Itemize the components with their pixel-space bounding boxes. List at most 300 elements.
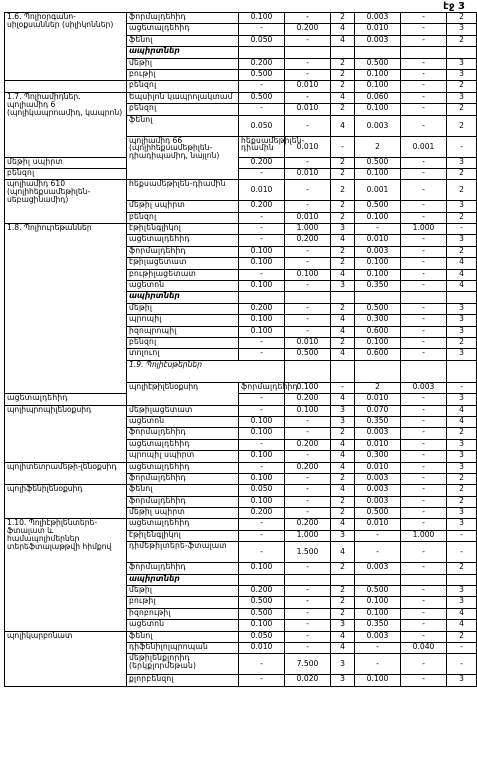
col-class-2: 3	[447, 157, 477, 168]
col-hazard-class: 3	[331, 416, 355, 427]
substance-cell: ֆենոլ	[127, 115, 239, 136]
col-value-3: 0.010	[355, 462, 401, 473]
col-value-4: -	[401, 326, 447, 337]
substance-cell: մեթիլ	[127, 303, 239, 314]
col-value-1: -	[239, 24, 285, 35]
col-hazard-class: 2	[355, 382, 401, 393]
col-hazard-class: 2	[331, 303, 355, 314]
col-value-2: -	[285, 69, 331, 80]
col-value-2: -	[285, 281, 331, 292]
material-group-cell: պոլիկարբոնատ	[5, 631, 127, 686]
col-value-1: 0.200	[239, 303, 285, 314]
table-row	[5, 519, 477, 530]
col-class-2: 3	[447, 303, 477, 314]
col-value-1: 0.200	[239, 201, 285, 212]
col-value-1: 0.200	[239, 58, 285, 69]
col-value-4: 1.000	[401, 224, 447, 235]
col-value-3: 0.003	[355, 631, 401, 642]
col-value-1: 0.100	[239, 258, 285, 269]
col-value-4: -	[401, 620, 447, 631]
col-value-2: -	[331, 382, 355, 393]
col-value-3: 0.070	[355, 405, 401, 416]
col-value-2: -	[285, 620, 331, 631]
col-hazard-class: 2	[331, 58, 355, 69]
col-value-1: 0.500	[239, 69, 285, 80]
col-value-3: 0.100	[355, 104, 401, 115]
col-value-3: 0.003	[355, 13, 401, 24]
col-class-2: 3	[447, 451, 477, 462]
substance-cell: մեթիլացետատ	[127, 405, 239, 416]
col-hazard-class: 2	[331, 180, 355, 201]
col-value-2: 0.500	[285, 349, 331, 360]
col-value-2: 0.010	[285, 212, 331, 223]
col-class-2: -	[447, 224, 477, 235]
col-value-2: -	[285, 586, 331, 597]
col-value-2: -	[285, 485, 331, 496]
col-value-1: 0.500	[239, 92, 285, 103]
col-hazard-class: 2	[331, 586, 355, 597]
col-value-3: 0.300	[355, 451, 401, 462]
col-hazard-class: 4	[331, 542, 355, 563]
col-value-4: -	[401, 235, 447, 246]
col-class-2: 2	[447, 81, 477, 92]
substance-cell: հեքսամեթիլեն-դիամին	[239, 136, 285, 157]
col-value-4: -	[401, 303, 447, 314]
col-hazard-class: 3	[331, 675, 355, 686]
col-class-2: 2	[447, 212, 477, 223]
col-value-4: -	[447, 136, 477, 157]
col-class-2: 2	[447, 496, 477, 507]
col-class-2: 2	[447, 631, 477, 642]
col-value-1: 0.100	[285, 382, 331, 393]
col-class-2: 2	[447, 337, 477, 348]
col-value-1: 0.010	[285, 136, 331, 157]
col-value-3: 0.350	[355, 620, 401, 631]
material-group-cell: պոլիտետրամեթի-լենօքսիդ	[5, 462, 127, 485]
col-value-3: 0.100	[355, 212, 401, 223]
col-class-2	[447, 574, 477, 585]
col-value-1: -	[239, 269, 285, 280]
col-value-4: -	[401, 416, 447, 427]
col-value-1: 0.050	[239, 115, 285, 136]
col-value-2: -	[285, 416, 331, 427]
col-value-1: 0.500	[239, 597, 285, 608]
substance-cell: բութիլ	[127, 69, 239, 80]
col-class-2: 4	[447, 405, 477, 416]
col-value-3: 0.003	[355, 563, 401, 574]
col-value-4: -	[401, 24, 447, 35]
col-value-1: -	[239, 405, 285, 416]
substance-cell: ացետալդեհիդ	[127, 24, 239, 35]
material-group-cell: 1.10. Պոլիէթիլենտերե-ֆտալատ և համապոլիմերներ տերեֆտալաթթվի հիմքով	[5, 519, 127, 631]
col-value-2: -	[285, 303, 331, 314]
col-value-2: -	[285, 631, 331, 642]
col-value-3: 0.100	[355, 69, 401, 80]
col-value-1: 0.100	[239, 246, 285, 257]
col-value-2: 7.500	[285, 654, 331, 675]
col-value-2: 0.200	[285, 24, 331, 35]
col-value-3: 0.010	[355, 235, 401, 246]
col-value-4: -	[401, 13, 447, 24]
col-hazard-class: 4	[331, 642, 355, 653]
col-value-1: 0.100	[239, 428, 285, 439]
migration-limits-table	[4, 12, 477, 687]
col-value-3: 0.500	[355, 58, 401, 69]
col-value-4: -	[401, 35, 447, 46]
col-value-1: 0.100	[239, 281, 285, 292]
col-hazard-class: 4	[331, 462, 355, 473]
col-class-2: 2	[447, 115, 477, 136]
col-value-2: -	[285, 563, 331, 574]
col-value-3: 0.001	[401, 136, 447, 157]
col-value-4: -	[401, 258, 447, 269]
col-value-3: 0.001	[355, 180, 401, 201]
col-value-1: 0.100	[239, 416, 285, 427]
material-group-cell: 1.7. Պոլիամիդներ. պոլիամիդ 6 (պոլիկապրոամիդ, կապրոն)	[5, 92, 127, 157]
col-value-1: -	[239, 168, 285, 179]
col-class-2: 3	[447, 69, 477, 80]
substance-cell: դիֆենիլոլպրոպան	[127, 642, 239, 653]
col-value-3: 0.500	[355, 157, 401, 168]
table-row	[5, 13, 477, 24]
substance-cell: ացետալդեհիդ	[127, 519, 239, 530]
substance-cell: բենզոլ	[5, 168, 127, 179]
col-value-2: -	[285, 115, 331, 136]
col-value-3: -	[355, 224, 401, 235]
col-value-4: -	[401, 168, 447, 179]
col-value-1: 0.200	[239, 586, 285, 597]
col-value-4: -	[401, 586, 447, 597]
col-hazard-class: 2	[331, 201, 355, 212]
table-row	[5, 180, 477, 201]
substance-cell: բենզոլ	[127, 212, 239, 223]
col-hazard-class: 2	[331, 212, 355, 223]
col-value-1: 0.200	[239, 508, 285, 519]
substance-cell: ֆորմալդեհիդ	[127, 473, 239, 484]
col-value-3: 0.010	[355, 519, 401, 530]
col-class-2: 3	[447, 24, 477, 35]
col-class-2: 4	[447, 608, 477, 619]
col-value-1: 0.050	[239, 485, 285, 496]
col-value-3: 0.100	[355, 608, 401, 619]
col-value-1: 0.010	[239, 180, 285, 201]
substance-cell: ֆորմալդեհիդ	[127, 563, 239, 574]
col-value-4: -	[401, 439, 447, 450]
col-value-3: 0.003	[355, 35, 401, 46]
substance-cell: մեթիլ սպիրտ	[127, 508, 239, 519]
col-hazard-class: 4	[331, 631, 355, 642]
col-value-1: 0.100	[239, 563, 285, 574]
table-row	[5, 405, 477, 416]
col-hazard-class: 2	[331, 157, 355, 168]
col-value-4: -	[401, 269, 447, 280]
col-class-2: 3	[447, 519, 477, 530]
col-value-2	[285, 574, 331, 585]
col-class-2: 2	[447, 180, 477, 201]
col-hazard-class: 4	[331, 269, 355, 280]
col-hazard-class: 3	[331, 530, 355, 541]
subheading-cell: ապիրտներ	[127, 292, 239, 303]
table-row	[5, 485, 477, 496]
col-value-2	[285, 292, 331, 303]
substance-cell: Եպսիլոն կապրոլակտամ	[127, 92, 239, 103]
col-hazard-class: 2	[331, 563, 355, 574]
col-value-1: -	[239, 530, 285, 541]
substance-cell: ֆենոլ	[127, 35, 239, 46]
col-hazard-class: 3	[331, 654, 355, 675]
col-value-3: -	[355, 530, 401, 541]
col-value-3: 0.003	[355, 428, 401, 439]
col-value-3: 0.100	[355, 675, 401, 686]
col-class-2: 3	[447, 586, 477, 597]
col-value-1	[239, 47, 285, 58]
col-value-2: -	[285, 451, 331, 462]
col-value-3: 0.003	[355, 485, 401, 496]
col-value-4: -	[401, 180, 447, 201]
col-hazard-class: 4	[331, 349, 355, 360]
empty-cell	[331, 360, 355, 382]
substance-cell: ֆորմալդեհիդ	[127, 496, 239, 507]
col-value-2: 0.020	[285, 675, 331, 686]
material-group-cell: պոլիպրոպիլենօքսիդ	[5, 405, 127, 462]
col-value-3: -	[355, 642, 401, 653]
subheading-cell: ապիրտներ	[127, 574, 239, 585]
col-value-4: -	[401, 485, 447, 496]
substance-cell: էթիլենգլիկոլ	[127, 530, 239, 541]
substance-cell: մեթիլենքլորիդ (երկքլորմեթան)	[127, 654, 239, 675]
substance-cell: ացետալդեհիդ	[5, 394, 127, 405]
col-value-2: -	[285, 157, 331, 168]
col-value-1: 0.010	[239, 642, 285, 653]
substance-cell: ացետալդեհիդ	[127, 462, 239, 473]
col-class-2: 2	[447, 13, 477, 24]
col-value-4: -	[401, 462, 447, 473]
col-value-3: 0.500	[355, 586, 401, 597]
col-hazard-class: 2	[331, 81, 355, 92]
col-value-1	[239, 292, 285, 303]
col-value-4: -	[401, 394, 447, 405]
col-class-2: 3	[447, 92, 477, 103]
col-value-4: -	[401, 631, 447, 642]
substance-cell: ացետալդեհիդ	[127, 235, 239, 246]
col-hazard-class: 4	[331, 519, 355, 530]
col-value-4	[401, 47, 447, 58]
col-hazard-class: 2	[331, 246, 355, 257]
col-value-4: -	[401, 104, 447, 115]
substance-cell: ացետալդեհիդ	[127, 439, 239, 450]
col-value-1	[239, 574, 285, 585]
material-group-cell: պոլիֆենիլենօքսիդ	[5, 485, 127, 519]
col-value-4: -	[401, 508, 447, 519]
table-row	[5, 462, 477, 473]
col-class-2: 2	[447, 246, 477, 257]
col-class-2: -	[447, 642, 477, 653]
col-value-1: -	[239, 212, 285, 223]
col-value-2: 0.200	[285, 519, 331, 530]
col-value-2: 1.000	[285, 224, 331, 235]
col-hazard-class: 4	[331, 326, 355, 337]
empty-cell	[285, 360, 331, 382]
material-group-cell: 1.8. Պոլիուրեթաններ	[5, 224, 127, 394]
col-value-4: -	[401, 496, 447, 507]
col-value-3: 0.600	[355, 326, 401, 337]
col-class-2: -	[447, 542, 477, 563]
col-value-1: -	[239, 654, 285, 675]
col-value-2: -	[285, 608, 331, 619]
col-value-1: -	[239, 349, 285, 360]
col-value-4: -	[401, 246, 447, 257]
col-value-3: 0.003	[401, 382, 447, 393]
substance-cell: ացետոն	[127, 281, 239, 292]
col-value-1: -	[239, 462, 285, 473]
col-value-3	[355, 47, 401, 58]
col-value-2: -	[285, 496, 331, 507]
col-value-2: 0.010	[285, 168, 331, 179]
col-value-2: -	[285, 13, 331, 24]
col-value-2: -	[285, 180, 331, 201]
col-class-2: 2	[447, 473, 477, 484]
col-value-3	[355, 292, 401, 303]
col-value-3: 0.100	[355, 269, 401, 280]
col-value-3: 0.003	[355, 246, 401, 257]
col-hazard-class: 2	[331, 473, 355, 484]
col-value-4: -	[401, 519, 447, 530]
section-heading: 1.9. Պոլիէսթերներ	[127, 360, 285, 382]
col-value-4: -	[401, 405, 447, 416]
col-value-4: -	[401, 157, 447, 168]
table-body	[5, 13, 477, 687]
material-group-cell: 1.6. Պոլիօրգանո-սիլօքսաններ (սիլիկոններ)	[5, 13, 127, 81]
col-value-1: -	[239, 104, 285, 115]
col-value-2: 0.010	[285, 81, 331, 92]
col-value-2: -	[285, 642, 331, 653]
substance-cell: իզոպրոպիլ	[127, 326, 239, 337]
col-value-2: 0.200	[285, 439, 331, 450]
col-value-2: -	[331, 136, 355, 157]
col-value-4: -	[401, 473, 447, 484]
col-value-1: -	[239, 235, 285, 246]
col-class-2: 2	[447, 104, 477, 115]
col-value-4: -	[401, 92, 447, 103]
col-class-2: 3	[447, 349, 477, 360]
col-value-2: 1.500	[285, 542, 331, 563]
col-hazard-class: 4	[331, 315, 355, 326]
col-value-2: 1.000	[285, 530, 331, 541]
col-value-4	[401, 574, 447, 585]
col-hazard-class: 2	[331, 258, 355, 269]
substance-cell: ացետոն	[127, 416, 239, 427]
col-value-2: -	[285, 508, 331, 519]
col-value-2: 0.010	[285, 104, 331, 115]
substance-cell: պրոպիլ	[127, 315, 239, 326]
col-value-2	[285, 47, 331, 58]
col-value-4: -	[447, 382, 477, 393]
col-class-2: 2	[447, 428, 477, 439]
table-row	[5, 631, 477, 642]
col-value-4: -	[401, 349, 447, 360]
col-value-2: 0.100	[285, 269, 331, 280]
col-class-2: 4	[447, 620, 477, 631]
col-value-4: -	[401, 654, 447, 675]
col-value-1: -	[239, 439, 285, 450]
substance-cell: մեթիլ	[127, 586, 239, 597]
table-row	[5, 157, 477, 168]
substance-cell: ֆորմալդեհիդ	[127, 246, 239, 257]
col-value-4: -	[401, 81, 447, 92]
col-hazard-class: 2	[331, 104, 355, 115]
col-hazard-class: 4	[331, 235, 355, 246]
col-value-3: 0.100	[355, 81, 401, 92]
col-value-3: -	[355, 542, 401, 563]
col-hazard-class: 2	[331, 508, 355, 519]
table-row	[5, 224, 477, 235]
col-value-3: 0.600	[355, 349, 401, 360]
substance-cell: բենզոլ	[127, 337, 239, 348]
col-value-2: 0.010	[285, 337, 331, 348]
substance-cell: բենզոլ	[127, 104, 239, 115]
col-value-2: -	[285, 473, 331, 484]
empty-cell	[447, 360, 477, 382]
table-row	[5, 92, 477, 103]
col-value-1: -	[239, 675, 285, 686]
col-hazard-class: 4	[331, 35, 355, 46]
col-class-2: 2	[447, 485, 477, 496]
col-class-2: 3	[447, 597, 477, 608]
col-class-2: 2	[447, 35, 477, 46]
col-class-2: 4	[447, 269, 477, 280]
col-hazard-class: 2	[331, 337, 355, 348]
col-class-2: 3	[447, 675, 477, 686]
substance-cell: մեթիլ	[127, 58, 239, 69]
col-value-2: -	[285, 326, 331, 337]
material-group-cell: պոլիամիդ 66 (պոլիհեքսամեթիլեն-դիադիպամիդ, նայլոն)	[127, 136, 239, 180]
col-class-2: 2	[447, 168, 477, 179]
substance-cell: բենզոլ	[127, 81, 239, 92]
col-hazard-class: 4	[331, 451, 355, 462]
col-value-2: 0.200	[285, 462, 331, 473]
col-value-2: -	[285, 201, 331, 212]
col-value-3: 0.500	[355, 201, 401, 212]
col-value-3: -	[355, 654, 401, 675]
table-row	[5, 81, 477, 92]
col-hazard-class: 4	[331, 394, 355, 405]
table-row	[5, 168, 477, 179]
col-value-3: 0.100	[355, 337, 401, 348]
col-value-1: 0.100	[239, 620, 285, 631]
col-value-3: 0.500	[355, 303, 401, 314]
substance-cell: էթիլացետատ	[127, 258, 239, 269]
col-value-2: -	[285, 58, 331, 69]
col-value-1: 0.100	[239, 451, 285, 462]
col-value-1: -	[239, 542, 285, 563]
col-value-1: 0.100	[239, 496, 285, 507]
col-value-1: 0.500	[239, 608, 285, 619]
col-value-4: -	[401, 428, 447, 439]
col-class-2	[447, 47, 477, 58]
col-hazard-class: 3	[331, 405, 355, 416]
substance-cell: մեթիլ սպիրտ	[127, 201, 239, 212]
col-value-1: 0.050	[239, 35, 285, 46]
col-value-4: -	[401, 201, 447, 212]
material-group-cell: պոլիէթիլենօքսիդ	[127, 382, 239, 405]
col-hazard-class: 2	[331, 608, 355, 619]
col-value-4	[401, 292, 447, 303]
col-value-2: -	[285, 597, 331, 608]
substance-cell: բութիլ	[127, 597, 239, 608]
col-class-2: 3	[447, 58, 477, 69]
col-hazard-class: 2	[331, 428, 355, 439]
col-value-4: -	[401, 115, 447, 136]
